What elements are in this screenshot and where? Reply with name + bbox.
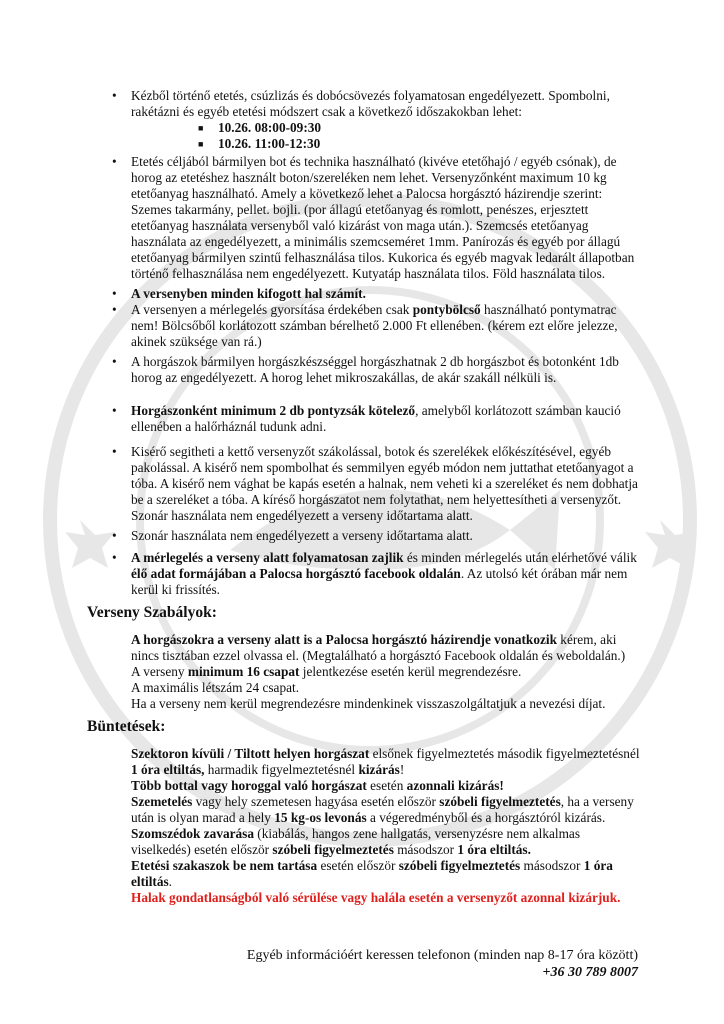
schedule-time: 10.26. 11:00-12:30 xyxy=(218,136,321,151)
text-run: A horgászok bármilyen horgászkészséggel horgászhatnak 2 db horgászbot és botonként 1db horog az engedélyezett. A horog lehet mikroszakállas, de akár szakáll nélküli is. xyxy=(131,354,619,385)
text-run: - xyxy=(304,810,310,825)
text-run: Kézből történő etetés, csúzlizás és dobócsövezés folyamatosan engedélyezett. Spombolni, rakétázni és egyéb etetési módszert csak a következő időszakokban lehet: xyxy=(131,88,610,119)
bold-text: A mérlegelés a verseny alatt folyamatosan zajlik xyxy=(131,550,404,565)
square-bullet-icon: ■ xyxy=(198,123,204,133)
text-run: használható pontymatrac nem! Bölcsőből korlátozott számban bérelhető 2.000 Ft ellenében. (kérem ezt előre jelezze, akinek szüksége van rá.) xyxy=(131,302,618,349)
text-run: A verseny xyxy=(131,664,188,679)
bullet-text xyxy=(131,88,643,120)
schedule-item xyxy=(198,120,322,136)
bold-text: 15 kg xyxy=(274,810,305,825)
text-run: esetén először xyxy=(317,858,399,873)
text-run: Ha a verseny nem kerül megrendezésre mindenkinek visszaszolgáltatjuk a nevezési díjat. xyxy=(131,696,606,711)
text-run: másodszor xyxy=(520,858,584,873)
rules-line xyxy=(131,680,643,696)
penalty-line xyxy=(131,746,643,778)
bold-text: szóbeli figyelmeztetés xyxy=(439,794,561,809)
bullet-item-companion xyxy=(112,444,643,524)
bullet-icon: • xyxy=(112,302,117,317)
bullet-icon: • xyxy=(112,550,117,565)
bold-text: pontybölcső xyxy=(412,302,481,317)
bullet-icon: • xyxy=(112,403,117,418)
bullet-icon: • xyxy=(112,88,117,103)
text-run: jelentkezése esetén kerül megrendezésre. xyxy=(299,664,522,679)
footer-phone: +36 30 789 8007 xyxy=(542,965,638,980)
bullet-item-carp-cradle xyxy=(112,302,643,350)
bold-text: Halak gondatlanságból való sérülése vagy halála esetén a versenyzőt azonnal kizárjuk. xyxy=(131,890,621,905)
square-bullet-icon: ■ xyxy=(198,139,204,149)
rules-section xyxy=(131,632,643,712)
text-run: , amelyből korlátozott számban kaució ellenében a halőrháznál tudunk adni. xyxy=(131,403,621,434)
text-run: és minden mérlegelés után elérhetővé válik xyxy=(403,550,637,565)
footer-info: Egyéb információért keressen telefonon (minden nap 8-17 óra között) xyxy=(246,948,638,963)
text-run: elsőnek figyelmeztetés második figyelmeztetésnél xyxy=(369,746,640,761)
rules-line xyxy=(131,664,643,680)
bold-text: minimum 16 csapat xyxy=(187,664,300,679)
bold-text: 1 óra eltiltás, xyxy=(131,762,205,777)
penalties-heading: Büntetések: xyxy=(87,718,166,735)
rules-heading: Verseny Szabályok: xyxy=(87,604,217,621)
text-run: harmadik figyelmeztetésnél xyxy=(204,762,359,777)
rules-line xyxy=(131,696,643,712)
bold-text: 1 óra eltiltás. xyxy=(457,842,531,857)
text-run: esetén xyxy=(366,778,407,793)
text-run: . xyxy=(168,874,172,889)
text-run: ! xyxy=(399,762,405,777)
bullet-item-tackle xyxy=(112,354,643,386)
bullet-text xyxy=(131,528,643,544)
bold-text: Horgászonként minimum 2 db pontyzsák kötelező xyxy=(131,403,416,418)
bullet-icon: • xyxy=(112,528,117,543)
text-run: vagy hely szemetesen hagyása esetén először xyxy=(192,794,440,809)
text-run: A maximális létszám 24 csapat. xyxy=(131,680,300,695)
text-run: Kisérő segitheti a kettő versenyzőt szákolással, botok és szerelékek előkészítésével, egyéb pakolással. A kisérő nem spombolhat és semmilyen egyéb módon nem juttathat etetőanyagot a tóba. A kisérő nem vághat be kapás esetén a halnak, nem veheti ki a szereléket és nem dobhatja be a szereléket a tóba. A kíréső horgászatot nem folytathat, nem helyettesítheti a versenyzőt. Szonár használata nem engedélyezett a verseny időtartama alatt. xyxy=(131,444,638,523)
schedule-item xyxy=(198,136,321,152)
text-run: Szonár használata nem engedélyezett a verseny időtartama alatt. xyxy=(131,528,473,543)
bullet-item-feeding-methods xyxy=(112,88,643,120)
bullet-text xyxy=(131,444,643,524)
text-run: kérem, aki nincs tisztában ezzel olvassa el. (Megtalálható a horgásztó Facebook oldalán és weboldalán.) xyxy=(131,632,626,663)
text-run: , ha a verseny után is olyan marad a hely xyxy=(131,794,634,825)
penalties-section xyxy=(131,746,643,906)
text-run: . Az utolsó két órában már nem kerül ki frissítés. xyxy=(131,566,628,597)
bullet-text xyxy=(131,286,643,302)
bold-text: 1 óra eltiltás xyxy=(131,858,613,889)
penalty-line xyxy=(131,794,643,826)
bullet-item-carp-sack xyxy=(112,403,643,435)
bullet-item-all-fish-count xyxy=(112,286,643,302)
bullet-item-sonar xyxy=(112,528,643,544)
bold-text: os levonás xyxy=(309,810,367,825)
bullet-text xyxy=(131,403,643,435)
bold-text: Szektoron kívüli / Tiltott helyen horgászat xyxy=(131,746,370,761)
bold-text: élő adat formájában a Palocsa horgásztó facebook oldalán xyxy=(131,566,461,581)
penalty-line xyxy=(131,858,643,890)
bullet-icon: • xyxy=(112,354,117,369)
text-run: Etetés céljából bármilyen bot és technika használható (kivéve etetőhajó / egyéb csónak), de horog az etetéshez használt boton/szereléken nem lehet. Versenyzőnként maximum 10 kg etetőanyag használható. Amely a következő lehet a Palocsa horgásztó házirendje szerint: Szemes takarmány, pellet. bojli. (por állagú etetőanyag és romlott, penészes, erjesztett etetőanyag használata versenyből való kizárást von maga után.). Szemcsés etetőanyag használata az engedélyezett, a minimális szemcseméret 1mm. Panírozás és egyéb por állagú etetőanyag bármilyen szintű felhasználása tilos. Kukorica és egyéb magvak ledarált állapotban történő felhasználása nem engedélyezett. Kutyatáp használata tilos. Föld használata tilos. xyxy=(131,154,635,281)
bold-text: Szemetelés xyxy=(131,794,193,809)
bold-text: A horgászokra a verseny alatt is a Palocsa horgásztó házirendje vonatkozik xyxy=(131,632,557,647)
bold-text: szóbeli figyelmeztetés xyxy=(398,858,521,873)
bold-text: szóbeli figyelmeztetés xyxy=(272,842,394,857)
bullet-text xyxy=(131,154,643,282)
schedule-time: 10.26. 08:00-09:30 xyxy=(218,120,322,135)
bold-text: A versenyben minden kifogott hal számít. xyxy=(131,286,366,301)
bullet-item-bait-rules xyxy=(112,154,643,282)
text-run: (kiabálás, hangos zene hallgatás, versenyzésre nem alkalmas viselkedés) esetén először xyxy=(131,826,580,857)
bold-text: Etetési szakaszok be nem tartása xyxy=(131,858,318,873)
bullet-icon: • xyxy=(112,444,117,459)
bullet-text xyxy=(131,302,643,350)
penalty-line xyxy=(131,778,643,794)
bold-text: azonnali kizárás! xyxy=(406,778,504,793)
text-run: másodszor xyxy=(393,842,458,857)
text-run: A versenyen a mérlegelés gyorsítása érdekében csak xyxy=(131,302,413,317)
penalty-line xyxy=(131,826,643,858)
bold-text: kizárás xyxy=(358,762,400,777)
bullet-text xyxy=(131,550,643,598)
bold-text: Szomszédok zavarása xyxy=(131,826,254,841)
bullet-icon: • xyxy=(112,154,117,169)
bullet-item-weighing xyxy=(112,550,643,598)
rules-line xyxy=(131,632,643,664)
bullet-text xyxy=(131,354,643,386)
bold-text: Több bottal vagy horoggal való horgászat xyxy=(131,778,367,793)
penalty-line-warning xyxy=(131,890,643,906)
text-run: a végeredményből és a horgásztóról kizárás. xyxy=(366,810,606,825)
bullet-icon: • xyxy=(112,286,117,301)
